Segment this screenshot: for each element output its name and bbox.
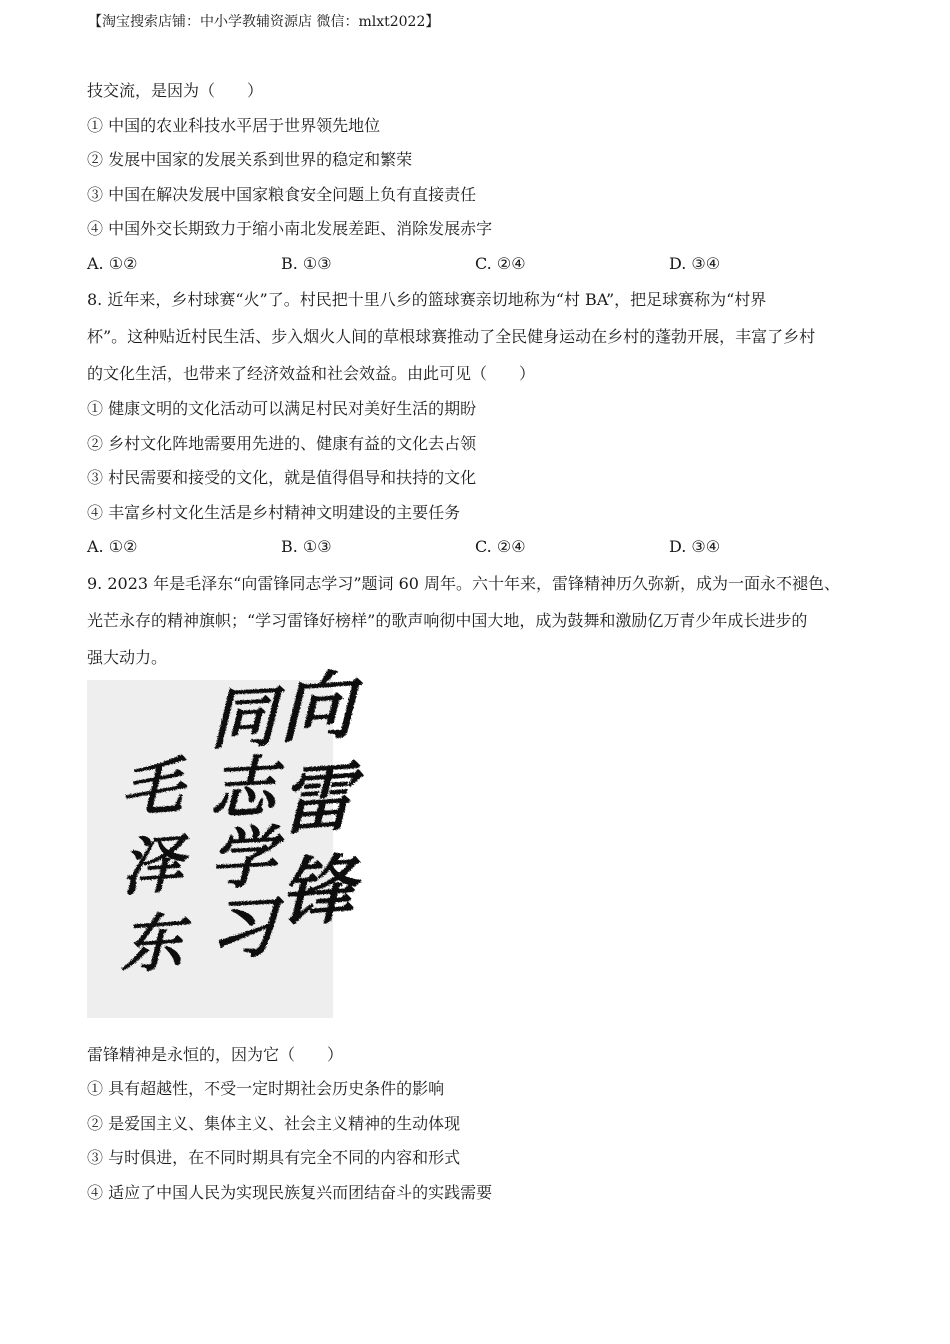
q9-stem-line-2: 光芒永存的精神旗帜；“学习雷锋好榜样”的歌声响彻中国大地，成为鼓舞和激励亿万青少年成长进步的 (87, 610, 808, 630)
q8-item-1: ① 健康文明的文化活动可以满足村民对美好生活的期盼 (87, 399, 477, 418)
q8-stem-line-2: 杯”。这种贴近村民生活、步入烟火人间的草根球赛推动了全民健身运动在乡村的蓬勃开展，丰富了乡村 (87, 327, 816, 346)
calligraphy-char: 泽 (121, 826, 183, 904)
q7-item-3: ③ 中国在解决发展中国家粮食安全问题上负有直接责任 (87, 184, 477, 204)
q7-option-d: D. ③④ (669, 253, 721, 273)
page-header: 【淘宝搜索店铺：中小学教辅资源店 微信：mlxt2022】 (88, 14, 440, 30)
q9-question: 雷锋精神是永恒的，因为它（ ） (87, 1044, 344, 1064)
q8-stem-line-1: 8. 近年来，乡村球赛“火”了。村民把十里八乡的篮球赛亲切地称为“村 BA”，把足球赛称为“村界 (87, 290, 767, 309)
q9-item-1: ① 具有超越性，不受一定时期社会历史条件的影响 (87, 1079, 445, 1098)
q9-stem-line-3: 强大动力。 (87, 647, 168, 667)
q7-option-b: B. ①③ (281, 253, 332, 273)
calligraphy-char: 东 (121, 904, 183, 982)
q7-option-c: C. ②④ (475, 253, 526, 273)
q8-option-c: C. ②④ (475, 537, 526, 556)
q8-stem-line-3: 的文化生活，也带来了经济效益和社会效益。由此可见（ ） (87, 364, 536, 383)
calligraphy-char: 向 (280, 661, 354, 754)
q9-item-4: ④ 适应了中国人民为实现民族复兴而团结奋斗的实践需要 (87, 1182, 493, 1202)
q7-item-2: ② 发展中国家的发展关系到世界的稳定和繁荣 (87, 150, 413, 169)
q8-item-2: ② 乡村文化阵地需要用先进的、健康有益的文化去占领 (87, 433, 477, 453)
q8-item-4: ④ 丰富乡村文化生活是乡村精神文明建设的主要任务 (87, 502, 461, 522)
q9-stem-line-1: 9. 2023 年是毛泽东“向雷锋同志学习”题词 60 周年。六十年来，雷锋精神历久弥新，成为一面永不褪色、 (87, 573, 841, 593)
q9-item-2: ② 是爱国主义、集体主义、社会主义精神的生动体现 (87, 1113, 461, 1133)
q9-item-3: ③ 与时俱进，在不同时期具有完全不同的内容和形式 (87, 1148, 461, 1167)
calligraphy-char: 学 (210, 817, 276, 899)
calligraphy-col-middle (210, 676, 286, 968)
q7-item-1: ① 中国的农业科技水平居于世界领先地位 (87, 115, 381, 135)
calligraphy-char: 锋 (280, 845, 354, 938)
q8-option-a: A. ①② (87, 537, 138, 556)
page-content (87, 74, 877, 1210)
calligraphy-char: 志 (210, 747, 276, 829)
calligraphy-char: 习 (210, 887, 276, 969)
q8-options (87, 530, 877, 565)
q7-item-4: ④ 中国外交长期致力于缩小南北发展差距、消除发展赤字 (87, 219, 493, 238)
calligraphy-col-left (121, 748, 192, 982)
q7-stem-tail: 技交流，是因为（ ） (87, 81, 264, 100)
calligraphy-art (87, 661, 354, 1018)
q7-option-a: A. ①② (87, 253, 138, 273)
q8-item-3: ③ 村民需要和接受的文化，就是值得倡导和扶持的文化 (87, 468, 477, 487)
q7-options (87, 247, 877, 282)
q8-option-d: D. ③④ (669, 537, 721, 556)
calligraphy-col-right (280, 660, 365, 937)
calligraphy-char: 毛 (121, 748, 183, 826)
calligraphy-char: 雷 (280, 753, 354, 846)
q8-option-b: B. ①③ (281, 537, 332, 556)
calligraphy-char: 同 (210, 677, 276, 759)
calligraphy-image (87, 661, 354, 1018)
